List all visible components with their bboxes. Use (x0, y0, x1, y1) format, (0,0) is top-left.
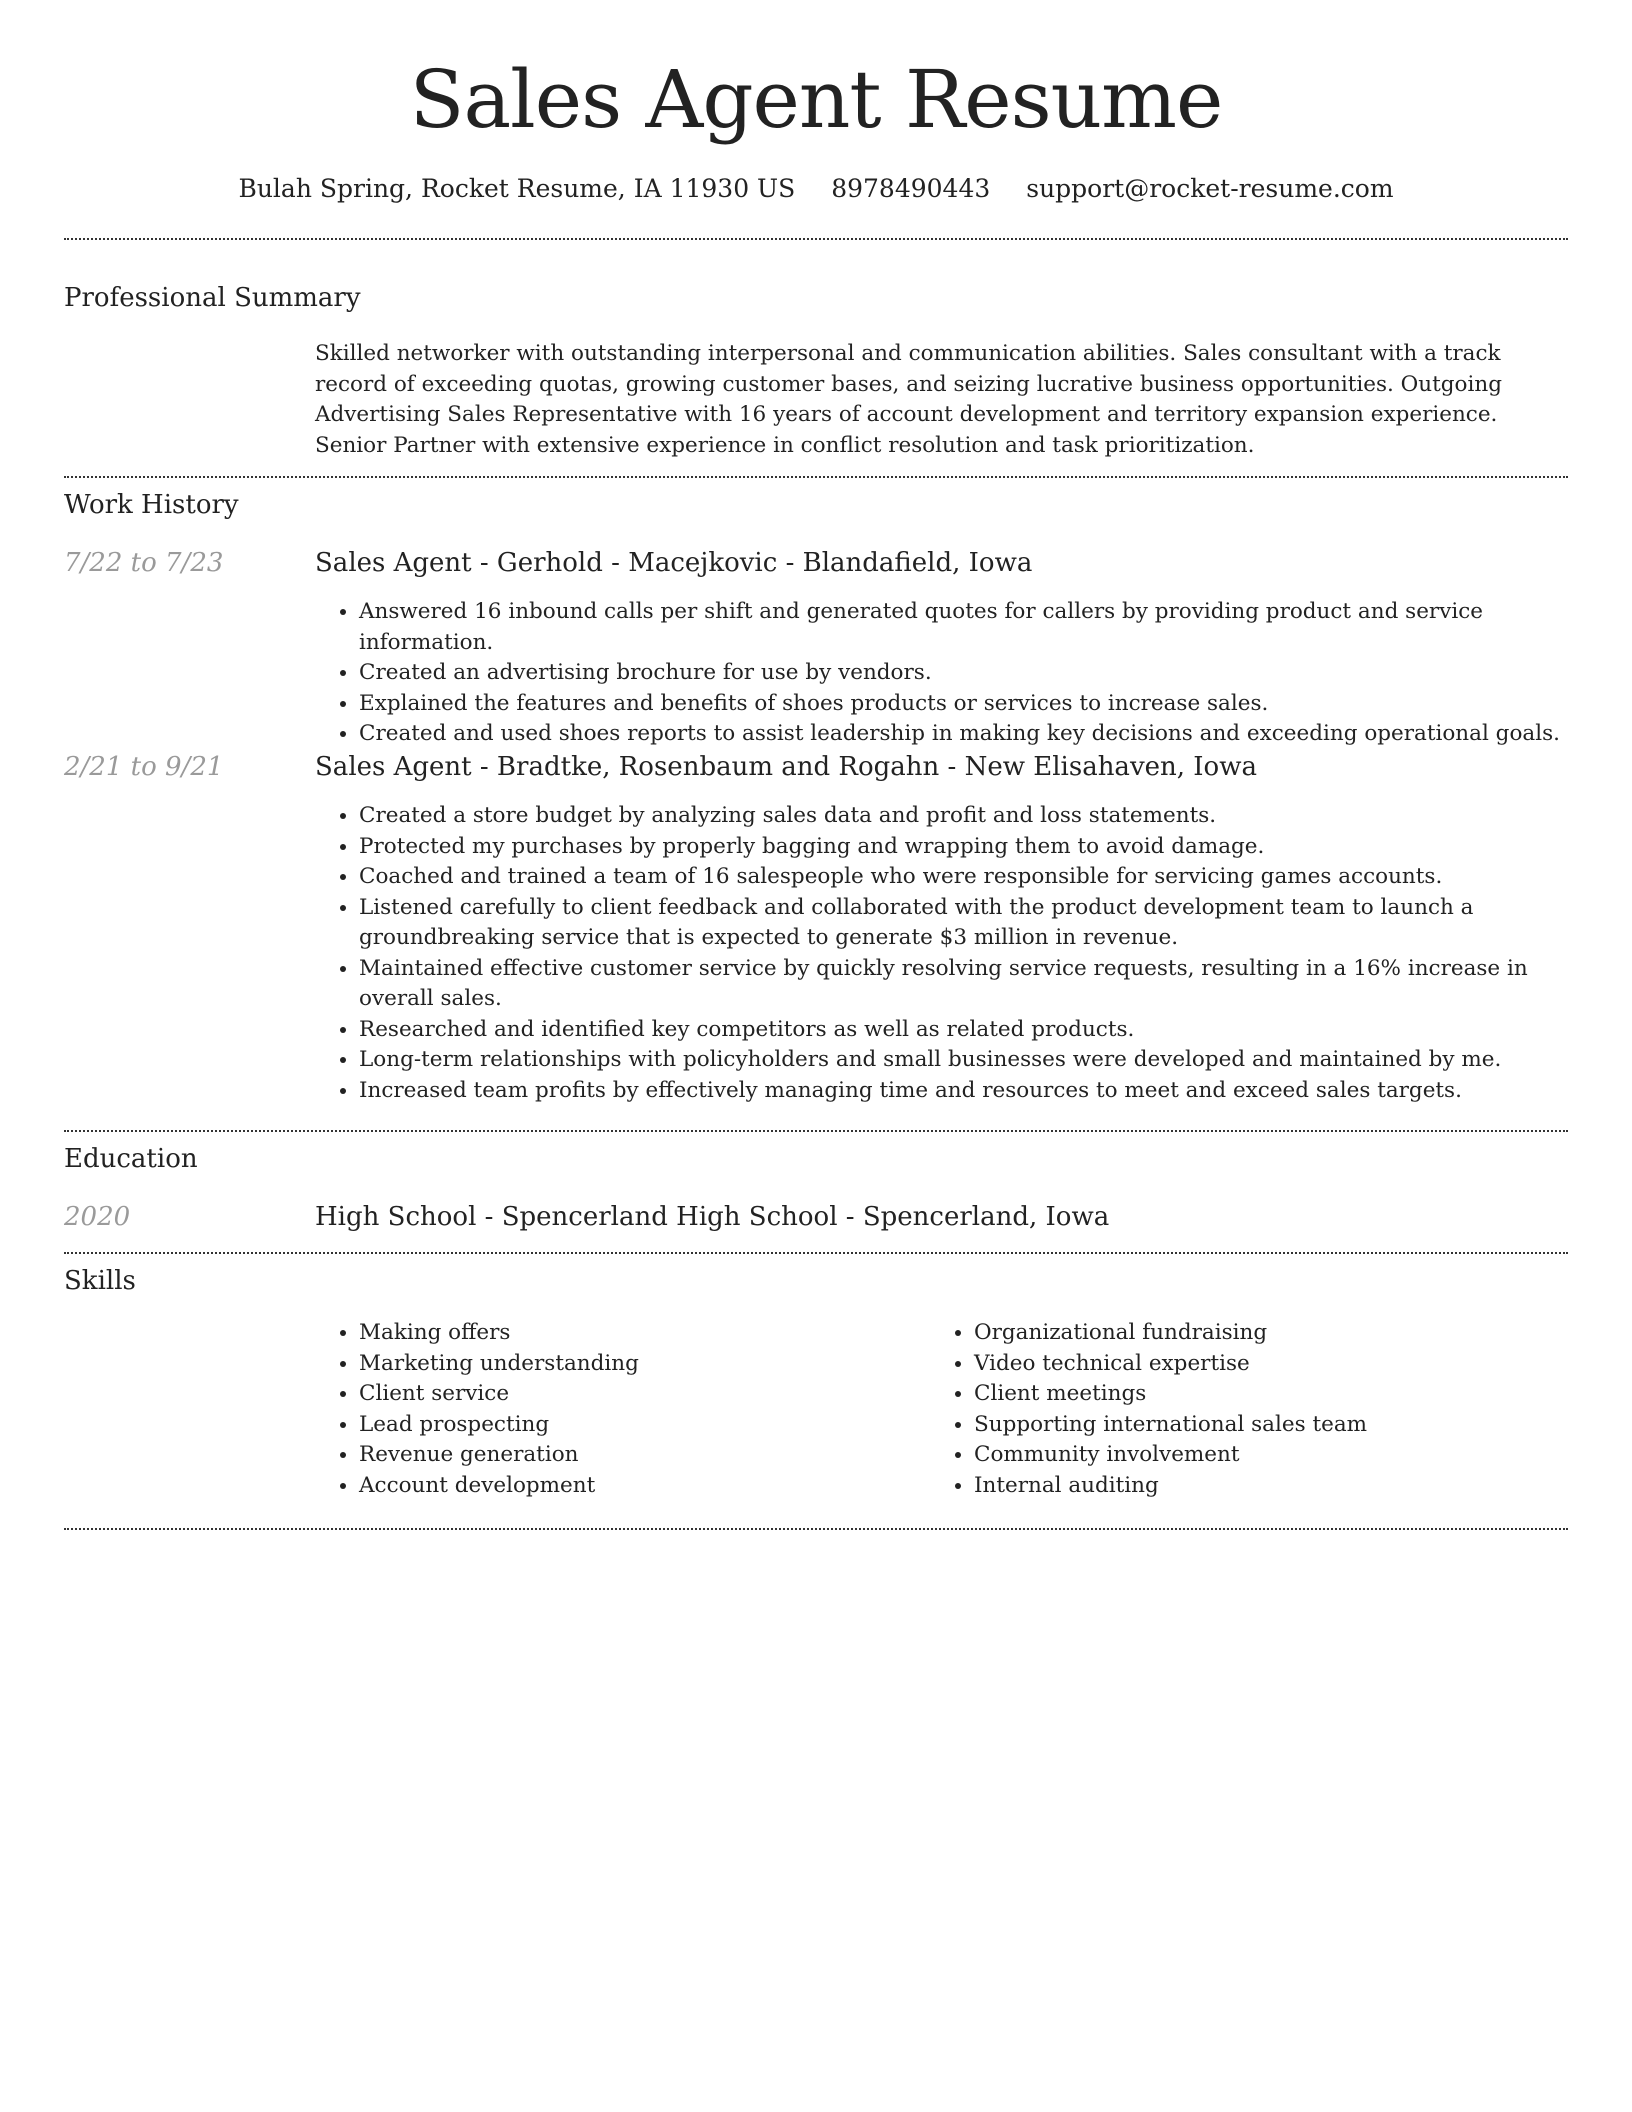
section-title-education: Education (64, 1144, 198, 1174)
skills-list-left (315, 1318, 919, 1501)
job-title: Sales Agent - Bradtke, Rosenbaum and Rogahn - New Elisahaven, Iowa (315, 752, 1257, 782)
job-dates: 2/21 to 9/21 (64, 752, 224, 782)
skill-item: • Video technical expertise (974, 1349, 1574, 1380)
list-item: • Explained the features and benefits of shoes products or services to increase sales. (359, 689, 1569, 720)
list-item: • Increased team profits by effectively managing time and resources to meet and exceed sales targets. (359, 1076, 1569, 1107)
education-detail: - Spencerland High School - Spencerland, Iowa (476, 1202, 1110, 1232)
job-dates: 7/22 to 7/23 (64, 548, 224, 578)
skill-item: • Revenue generation (359, 1440, 919, 1471)
divider (64, 238, 1568, 240)
skill-item: • Making offers (359, 1318, 919, 1349)
skill-item: • Account development (359, 1471, 919, 1502)
skill-item: • Lead prospecting (359, 1410, 919, 1441)
skill-item: • Community involvement (974, 1440, 1574, 1471)
skill-item: • Client meetings (974, 1379, 1574, 1410)
job-bullets (315, 597, 1569, 750)
list-item: • Coached and trained a team of 16 salespeople who were responsible for servicing games accounts. (359, 862, 1569, 893)
skills-list-right (930, 1318, 1574, 1501)
contact-line (64, 172, 1568, 206)
list-item: • Researched and identified key competitors as well as related products. (359, 1015, 1569, 1046)
skill-item: • Supporting international sales team (974, 1410, 1574, 1441)
list-item: • Maintained effective customer service by quickly resolving service requests, resulting in a 16% increase in overall sales. (359, 954, 1569, 1015)
education-degree: High School (315, 1202, 477, 1232)
skill-item: • Marketing understanding (359, 1349, 919, 1380)
list-item: • Answered 16 inbound calls per shift and generated quotes for callers by providing product and service information. (359, 597, 1569, 658)
job-title: Sales Agent - Gerhold - Macejkovic - Blandafield, Iowa (315, 548, 1033, 578)
section-title-work-history: Work History (64, 490, 239, 520)
section-title-skills: Skills (64, 1266, 136, 1296)
contact-phone: 8978490443 (831, 174, 991, 203)
summary-text: Skilled networker with outstanding interpersonal and communication abilities. Sales consultant with a track record of exceeding quotas, growing customer bases, and seizing lucrative business opportunities. Outgoing Advertising Sales Representative with 16 years of account development and territory expansion experience. Senior Partner with extensive experience in conflict resolution and task prioritization. (315, 341, 1502, 458)
section-title-summary: Professional Summary (64, 283, 361, 313)
education-year: 2020 (64, 1202, 131, 1232)
list-item: • Created and used shoes reports to assist leadership in making key decisions and exceeding operational goals. (359, 719, 1569, 750)
contact-address: Bulah Spring, Rocket Resume, IA 11930 US (238, 174, 796, 203)
contact-email: support@rocket-resume.com (1026, 174, 1394, 203)
divider (64, 1130, 1568, 1132)
list-item: • Protected my purchases by properly bagging and wrapping them to avoid damage. (359, 832, 1569, 863)
education-entry (315, 1200, 1109, 1234)
list-item: • Created an advertising brochure for use by vendors. (359, 658, 1569, 689)
divider (64, 1252, 1568, 1254)
list-item: • Listened carefully to client feedback and collaborated with the product development team to launch a groundbreaking service that is expected to generate $3 million in revenue. (359, 893, 1569, 954)
skill-item: • Client service (359, 1379, 919, 1410)
divider (64, 476, 1568, 478)
skill-item: • Internal auditing (974, 1471, 1574, 1502)
skill-item: • Organizational fundraising (974, 1318, 1574, 1349)
resume-title: Sales Agent Resume (409, 53, 1223, 146)
job-bullets (315, 801, 1569, 1106)
list-item: • Long-term relationships with policyholders and small businesses were developed and maintained by me. (359, 1045, 1569, 1076)
divider (64, 1528, 1568, 1530)
list-item: • Created a store budget by analyzing sales data and profit and loss statements. (359, 801, 1569, 832)
